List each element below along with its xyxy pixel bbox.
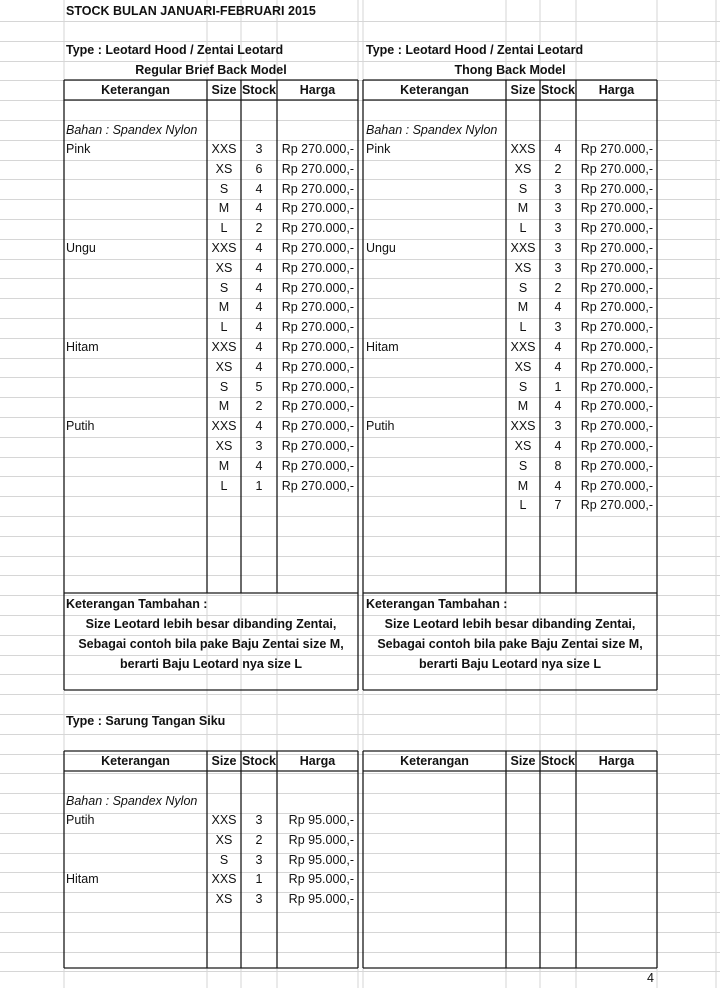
table3-color-cell: Putih <box>66 813 95 827</box>
table1-size-cell: M <box>218 399 230 414</box>
table2-color-cell: Ungu <box>366 241 396 255</box>
table1-stock-cell: 4 <box>255 359 263 374</box>
table2-size-cell: XXS <box>510 241 536 255</box>
document-title: STOCK BULAN JANUARI-FEBRUARI 2015 <box>66 4 316 18</box>
table4-header-harga: Harga <box>598 754 635 768</box>
table2-size-cell: XXS <box>510 419 536 434</box>
table3-price-cell: Rp 95.000,- <box>288 813 354 827</box>
table1-header-harga: Harga <box>299 83 336 97</box>
table2-price-cell: Rp 270.000,- <box>580 260 653 275</box>
table2-note-title: Keterangan Tambahan : <box>366 597 508 611</box>
table2-stock-cell: 3 <box>554 241 562 255</box>
table2-note-line-1: Size Leotard lebih besar dibanding Zentai, <box>384 617 636 631</box>
table2-stock-cell: 2 <box>554 280 562 295</box>
table1-price-cell: Rp 270.000,- <box>281 379 354 394</box>
table3-size-cell: XXS <box>211 813 237 827</box>
table2-stock-cell: 3 <box>554 221 562 236</box>
table2-color-cell: Pink <box>366 142 391 156</box>
table1-price-cell: Rp 270.000,- <box>281 419 354 434</box>
table2-price-cell: Rp 270.000,- <box>580 458 653 473</box>
table2-price-cell: Rp 270.000,- <box>580 399 653 414</box>
table3-header-harga: Harga <box>299 754 336 768</box>
table2-price-cell: Rp 270.000,- <box>580 340 653 354</box>
table2-stock-cell: 1 <box>554 379 562 394</box>
table1-size-cell: XXS <box>211 419 237 434</box>
table1-price-cell: Rp 270.000,- <box>281 359 354 374</box>
table4-header-keterangan: Keterangan <box>400 754 469 768</box>
table1-stock-cell: 5 <box>255 379 263 394</box>
table2-color-cell: Putih <box>366 419 395 434</box>
table1-price-cell: Rp 270.000,- <box>281 300 354 315</box>
table1-stock-cell: 4 <box>255 241 263 255</box>
table3-price-cell: Rp 95.000,- <box>288 852 354 867</box>
table2-color-cell: Hitam <box>366 340 399 354</box>
table2-header-keterangan: Keterangan <box>400 83 469 97</box>
table3-stock-cell: 3 <box>255 892 263 907</box>
page-number: 4 <box>647 971 654 985</box>
table1-stock-cell: 4 <box>255 458 263 473</box>
table3-stock-cell: 3 <box>255 813 263 827</box>
table1-stock-cell: 4 <box>255 419 263 434</box>
table2-size-cell: XS <box>514 439 532 453</box>
table2-stock-cell: 4 <box>554 399 562 414</box>
table1-size-cell: M <box>218 201 230 216</box>
table2-stock-cell: 3 <box>554 260 562 275</box>
table1-size-cell: XS <box>215 161 233 176</box>
table3-stock-cell: 1 <box>255 872 263 887</box>
table3-stock-cell: 2 <box>255 832 263 847</box>
table1-size-cell: S <box>219 379 229 394</box>
table1-note-line-2: Sebagai contoh bila pake Baju Zentai size M, <box>78 637 344 651</box>
table2-stock-cell: 4 <box>554 478 562 493</box>
table1-header-size: Size <box>211 83 237 97</box>
table1-header-keterangan: Keterangan <box>101 83 170 97</box>
section2-model-label: Thong Back Model <box>454 63 566 77</box>
section3-type-label: Type : Sarung Tangan Siku <box>66 714 226 728</box>
table3-price-cell: Rp 95.000,- <box>288 892 354 907</box>
table1-size-cell: XXS <box>211 241 237 255</box>
table2-size-cell: XXS <box>510 340 536 354</box>
table2-price-cell: Rp 270.000,- <box>580 300 653 315</box>
table1-note-line-3: berarti Baju Leotard nya size L <box>120 657 302 671</box>
table3-price-cell: Rp 95.000,- <box>288 872 354 887</box>
table3-size-cell: XXS <box>211 872 237 887</box>
table1-stock-cell: 4 <box>255 300 263 315</box>
table4-header-stock: Stock <box>540 754 576 768</box>
table3-header-keterangan: Keterangan <box>101 754 170 768</box>
table2-price-cell: Rp 270.000,- <box>580 181 653 196</box>
table1-stock-cell: 2 <box>255 399 263 414</box>
table1-stock-cell: 1 <box>255 478 263 493</box>
table2-size-cell: XS <box>514 260 532 275</box>
table2-price-cell: Rp 270.000,- <box>580 161 653 176</box>
table1-size-cell: XS <box>215 260 233 275</box>
table2-size-cell: L <box>519 498 527 513</box>
table1-color-cell: Pink <box>66 142 91 156</box>
table1-stock-cell: 4 <box>255 201 263 216</box>
table1-bahan-label: Bahan : Spandex Nylon <box>66 123 198 137</box>
table2-stock-cell: 4 <box>554 439 562 453</box>
table1-note-title: Keterangan Tambahan : <box>66 597 208 611</box>
table1-stock-cell: 2 <box>255 221 263 236</box>
table2-header-stock: Stock <box>540 83 576 97</box>
table1-size-cell: XS <box>215 359 233 374</box>
table2-size-cell: XS <box>514 161 532 176</box>
table2-bahan-label: Bahan : Spandex Nylon <box>366 123 498 137</box>
table1-price-cell: Rp 270.000,- <box>281 181 354 196</box>
table3-bahan-label: Bahan : Spandex Nylon <box>66 794 198 808</box>
table2-size-cell: L <box>519 221 527 236</box>
table1-price-cell: Rp 270.000,- <box>281 241 354 255</box>
table2-price-cell: Rp 270.000,- <box>580 142 653 156</box>
table2-stock-cell: 3 <box>554 201 562 216</box>
table1-size-cell: M <box>218 458 230 473</box>
table1-header-stock: Stock <box>241 83 277 97</box>
section1-type-label: Type : Leotard Hood / Zentai Leotard <box>66 43 284 57</box>
table1-size-cell: S <box>219 181 229 196</box>
table1-size-cell: M <box>218 300 230 315</box>
table1-note-line-1: Size Leotard lebih besar dibanding Zentai, <box>85 617 337 631</box>
table3-price-cell: Rp 95.000,- <box>288 832 354 847</box>
table2-size-cell: S <box>518 280 528 295</box>
table1-price-cell: Rp 270.000,- <box>281 478 354 493</box>
table2-stock-cell: 2 <box>554 161 562 176</box>
table2-stock-cell: 4 <box>554 340 562 354</box>
table2-stock-cell: 3 <box>554 181 562 196</box>
table2-header-harga: Harga <box>598 83 635 97</box>
table1-stock-cell: 4 <box>255 260 263 275</box>
section1-model-label: Regular Brief Back Model <box>135 63 287 77</box>
table2-header-size: Size <box>510 83 536 97</box>
table1-price-cell: Rp 270.000,- <box>281 439 354 453</box>
table1-price-cell: Rp 270.000,- <box>281 399 354 414</box>
table2-price-cell: Rp 270.000,- <box>580 201 653 216</box>
table2-note-line-2: Sebagai contoh bila pake Baju Zentai size M, <box>377 637 643 651</box>
table3-size-cell: XS <box>215 892 233 907</box>
table2-size-cell: M <box>517 399 529 414</box>
table2-size-cell: L <box>519 320 527 335</box>
table2-stock-cell: 7 <box>554 498 562 513</box>
table1-price-cell: Rp 270.000,- <box>281 340 354 354</box>
table3-color-cell: Hitam <box>66 872 99 887</box>
table2-price-cell: Rp 270.000,- <box>580 359 653 374</box>
table2-price-cell: Rp 270.000,- <box>580 379 653 394</box>
table4-header-size: Size <box>510 754 536 768</box>
table1-color-cell: Ungu <box>66 241 96 255</box>
table2-size-cell: XS <box>514 359 532 374</box>
table2-price-cell: Rp 270.000,- <box>580 439 653 453</box>
section2-type-label: Type : Leotard Hood / Zentai Leotard <box>366 43 584 57</box>
table1-size-cell: XXS <box>211 142 237 156</box>
table1-stock-cell: 4 <box>255 181 263 196</box>
table1-size-cell: L <box>220 221 228 236</box>
table1-size-cell: XS <box>215 439 233 453</box>
table1-size-cell: L <box>220 478 228 493</box>
table2-stock-cell: 3 <box>554 320 562 335</box>
table1-stock-cell: 6 <box>255 161 263 176</box>
table2-price-cell: Rp 270.000,- <box>580 241 653 255</box>
table2-stock-cell: 4 <box>554 300 562 315</box>
table2-size-cell: M <box>517 300 529 315</box>
table3-header-stock: Stock <box>241 754 277 768</box>
table2-size-cell: XXS <box>510 142 536 156</box>
table2-price-cell: Rp 270.000,- <box>580 498 653 513</box>
table3-stock-cell: 3 <box>255 852 263 867</box>
table3-size-cell: XS <box>215 832 233 847</box>
table1-price-cell: Rp 270.000,- <box>281 320 354 335</box>
table2-price-cell: Rp 270.000,- <box>580 478 653 493</box>
table2-stock-cell: 4 <box>554 359 562 374</box>
table1-stock-cell: 4 <box>255 320 263 335</box>
table3-size-cell: S <box>219 852 229 867</box>
table1-stock-cell: 3 <box>255 142 263 156</box>
table2-price-cell: Rp 270.000,- <box>580 419 653 434</box>
table1-color-cell: Putih <box>66 419 95 434</box>
table1-stock-cell: 4 <box>255 280 263 295</box>
table2-size-cell: S <box>518 458 528 473</box>
table2-stock-cell: 8 <box>554 458 562 473</box>
table1-stock-cell: 3 <box>255 439 263 453</box>
table2-size-cell: S <box>518 181 528 196</box>
table1-color-cell: Hitam <box>66 340 99 354</box>
table2-price-cell: Rp 270.000,- <box>580 280 653 295</box>
table1-price-cell: Rp 270.000,- <box>281 201 354 216</box>
table2-stock-cell: 4 <box>554 142 562 156</box>
table2-price-cell: Rp 270.000,- <box>580 320 653 335</box>
table1-size-cell: L <box>220 320 228 335</box>
table1-stock-cell: 4 <box>255 340 263 354</box>
table3-header-size: Size <box>211 754 237 768</box>
table1-price-cell: Rp 270.000,- <box>281 458 354 473</box>
table2-note-line-3: berarti Baju Leotard nya size L <box>419 657 601 671</box>
table2-size-cell: M <box>517 201 529 216</box>
table1-price-cell: Rp 270.000,- <box>281 221 354 236</box>
table1-size-cell: S <box>219 280 229 295</box>
table1-size-cell: XXS <box>211 340 237 354</box>
table1-price-cell: Rp 270.000,- <box>281 260 354 275</box>
table2-size-cell: S <box>518 379 528 394</box>
table2-stock-cell: 3 <box>554 419 562 434</box>
table1-price-cell: Rp 270.000,- <box>281 161 354 176</box>
table2-price-cell: Rp 270.000,- <box>580 221 653 236</box>
table1-price-cell: Rp 270.000,- <box>281 142 354 156</box>
table2-size-cell: M <box>517 478 529 493</box>
table1-price-cell: Rp 270.000,- <box>281 280 354 295</box>
